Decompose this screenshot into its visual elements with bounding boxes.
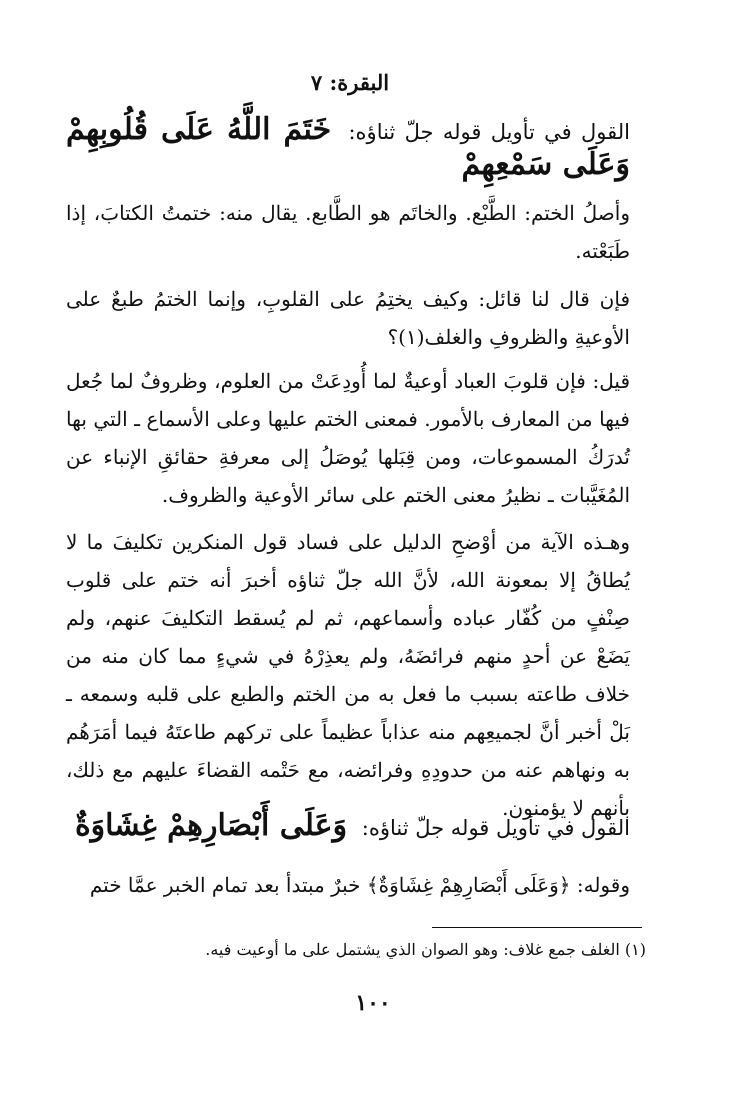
heading-text: القول في تأويل قوله جلّ ثناؤه: — [348, 120, 631, 144]
paragraph — [66, 280, 630, 356]
paragraph-text: وقوله: ﴿وَعَلَى أَبْصَارِهِمْ غِشَاوَةٌ﴾ خبرٌ مبتدأ بعد تمام الخبر عمَّا ختم — [89, 873, 630, 897]
running-header: البقرة: ٧ — [310, 70, 390, 95]
quran-verse: خَتَمَ اللَّهُ عَلَى قُلُوبِهِمْ وَعَلَى سَمْعِهِمْ — [66, 112, 630, 182]
paragraph — [66, 866, 630, 904]
paragraph — [66, 194, 630, 270]
paragraph-text: وهـذه الآية من أوْضحِ الدليل على فساد قول المنكرين تكليفَ ما لا يُطاقُ إلا بمعونة الله، لأنَّ الله جلّ ثناؤه أخبرَ أنه ختم على قلوب صِنْفٍ من كُفّار عباده وأسماعهم، ثم لم يُسقط التكليفَ عنهم، ولم يَضَعْ عن أحدٍ منهم فرائضَهُ، ولم يعذِرْهُ في شيءٍ مما كان منه من خلاف طاعته بسبب ما فعل به من الختم والطبع على قلبه وسمعه ـ بَلْ أخبر أنَّ لجميعِهم منه عذاباً عظيماً على تركهم طاعتَهُ فيما أمَرَهُم به ونهاهم عنه من حدودِهِ وفرائضه، مع حَتْمه القضاءَ عليهم مع ذلك، بأنهم لا يؤمنون. — [66, 530, 630, 820]
quran-verse: وَعَلَى أَبْصَارِهِمْ غِشَاوَةٌ — [74, 808, 348, 843]
footnote: (١) الغلف جمع غلاف: وهو الصوان الذي يشتمل على ما أوعيت فيه. — [205, 940, 646, 959]
paragraph-text: قيل: فإن قلوبَ العباد أوعيةٌ لما أُودِعَتْ من العلوم، وظروفٌ لما جُعل فيها من المعارف بالأمور. فمعنى الختم عليها وعلى الأسماع ـ التي بها تُدرَكُ المسموعات، ومن قِبَلها يُوصَلُ إلى معرفةِ حقائقِ الإنباء عن المُغَيَّبات ـ نظيرُ معنى الختم على سائر الأوعية والظروف. — [66, 369, 630, 507]
paragraph — [66, 523, 630, 827]
paragraph-text: فإن قال لنا قائل: وكيف يختِمُ على القلوبِ، وإنما الختمُ طبعٌ على الأوعيةِ والظروفِ والغلف(١)؟ — [66, 287, 630, 349]
page-number: ١٠٠ — [355, 990, 391, 1016]
section-heading-2 — [66, 808, 630, 843]
paragraph — [66, 362, 630, 514]
section-heading-1 — [66, 112, 630, 182]
paragraph-text: وأصلُ الختم: الطَّبْع. والخاتَم هو الطَّابع. يقال منه: ختمتُ الكتابَ، إذا طَبَعْته. — [66, 201, 630, 263]
heading-text: القول في تأويل قوله جلّ ثناؤه: — [361, 816, 630, 840]
footnote-divider — [432, 927, 642, 928]
